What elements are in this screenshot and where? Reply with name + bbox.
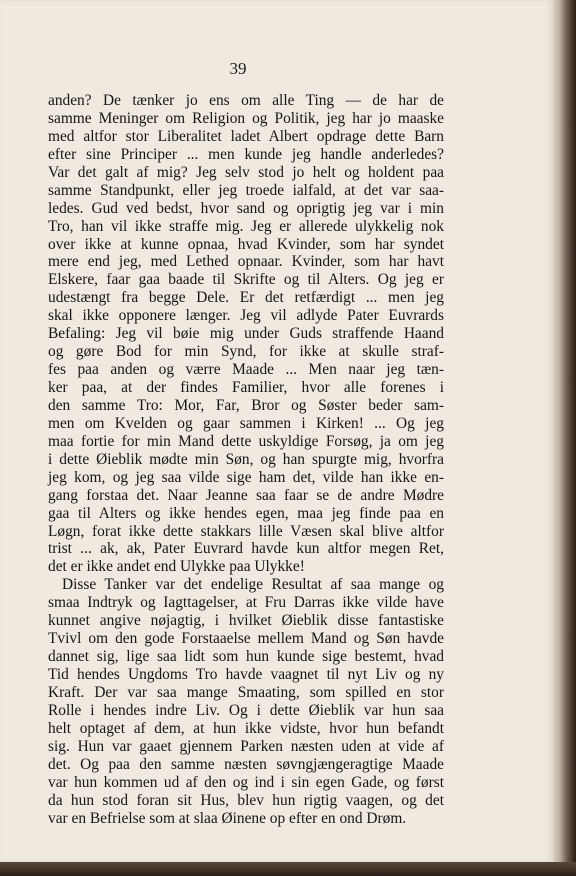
text-line: smaa Indtryk og Iagttagelser, at Fru Darras ikke vilde have [48,594,444,612]
text-line: med altfor stor Liberalitet ladet Albert opdrage dette Barn [48,127,444,145]
text-line: samme Meninger om Religion og Politik, jeg har jo maaske [48,109,444,127]
text-line: det. Og paa den samme næsten søvngjængeragtige Maade [48,755,444,773]
text-line: maa fortie for min Mand dette uskyldige Forsøg, ja om jeg [48,432,444,450]
body-text [48,92,444,827]
text-line: i dette Øieblik mødte min Søn, og han spurgte mig, hvorfra [48,450,444,468]
text-line: anden? De tænker jo ens om alle Ting — de har de [48,92,444,109]
text-line: Kraft. Der var saa mange Smaating, som spilled en stor [48,683,444,701]
text-line: fes paa anden og værre Maade ... Men naar jeg tæn- [48,361,444,379]
text-line: og gøre Bod for min Synd, for ikke at skulle straf- [48,343,444,361]
text-line: var en Befrielse som at slaa Øinene op efter en ond Drøm. [48,809,407,827]
text-line: samme Standpunkt, eller jeg troede ialfald, at det var saa- [48,181,444,199]
text-line: Rolle i hendes indre Liv. Og i dette Øieblik var hun saa [48,701,444,719]
text-line: den samme Tro: Mor, Far, Bror og Søster beder sam- [48,396,444,414]
text-line: gaa til Alters og ikke hendes egen, maa jeg finde paa en [48,504,444,522]
text-line: var hun kommen ud af den og ind i sin egen Gade, og først [48,773,444,791]
text-line: Tid hendes Ungdoms Tro havde vaagnet til nyt Liv og ny [48,666,444,683]
text-line: trist ... ak, ak, Pater Euvrard havde kun altfor megen Ret, [48,540,444,558]
text-line: gang forstaa det. Naar Jeanne saa faar se de andre Mødre [48,486,444,504]
text-line: men om Kvelden og gaar sammen i Kirken! ... Og jeg [48,414,444,432]
text-line: Befaling: Jeg vil bøie mig under Guds straffende Haand [48,325,444,343]
book-edge [553,0,576,876]
text-line: ledes. Gud ved bedst, hvor sand og oprigtig jeg var i min [48,199,444,217]
text-line: helt optaget af dem, at hun ikke vidste, hvor hun befandt [48,719,444,737]
text-line: Tro, han vil ikke straffe mig. Jeg er allerede ulykkelig nok [48,217,444,235]
text-line: skal ikke opponere længer. Jeg vil adlyde Pater Euvrards [48,307,444,325]
text-line: udestængt fra begge Dele. Er det retfærdigt ... men jeg [48,289,444,307]
text-line: Disse Tanker var det endelige Resultat af saa mange og [62,576,444,594]
text-line: Tvivl om den gode Forstaaelse mellem Mand og Søn havde [48,630,444,648]
text-line: sig. Hun var gaaet gjennem Parken næsten uden at vide af [48,737,444,755]
text-line: mere end jeg, med Lethed opnaar. Kvinder, som har havt [48,253,444,271]
text-line: da hun stod foran sit Hus, blev hun rigtig vaagen, og det [48,791,444,809]
text-line: Løgn, forat ikke dette stakkars lille Væsen skal blive altfor [48,522,444,540]
text-line: det er ikke andet end Ulykke paa Ulykke! [48,558,305,576]
text-line: ker paa, at der findes Familier, hvor alle forenes i [48,379,444,396]
text-line: jeg kom, og jeg saa vilde sige ham det, vilde han ikke en- [48,468,444,486]
page-number: 39 [229,59,247,78]
text-line: Elskere, faar gaa baade til Skrifte og til Alters. Og jeg er [48,271,444,289]
text-line: Var det galt af mig? Jeg selv stod jo helt og holdent paa [48,163,444,181]
book-bottom-edge [0,862,576,876]
text-line: efter sine Principer ... men kunde jeg handle anderledes? [48,145,444,163]
text-line: over ikke at kunne opnaa, hvad Kvinder, som har syndet [48,235,444,253]
text-line: dannet sig, lige saa lidt som hun kunde sige bestemt, hvad [48,648,444,666]
text-line: kunnet angive nøjagtig, i hvilket Øieblik disse fantastiske [48,612,444,630]
